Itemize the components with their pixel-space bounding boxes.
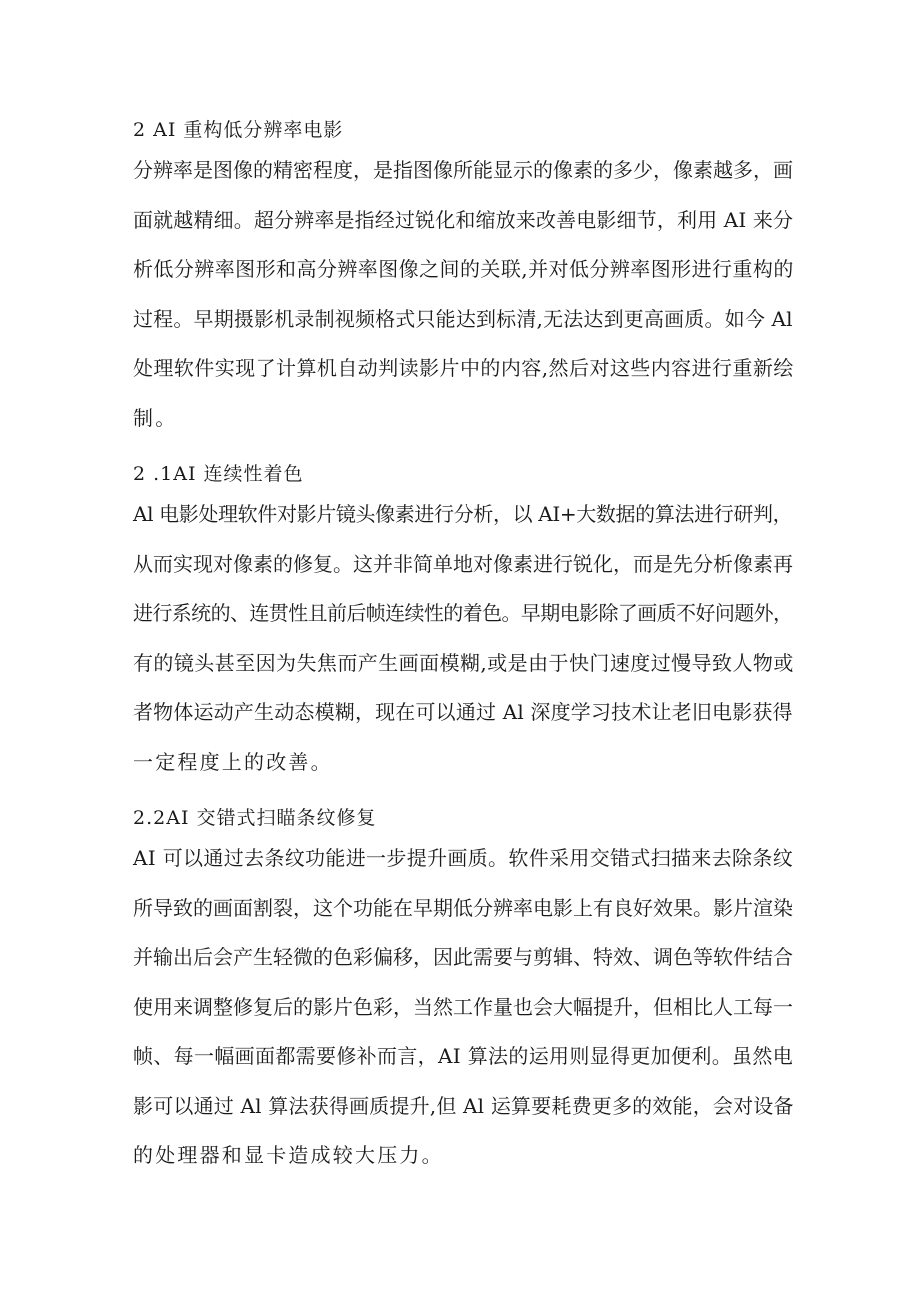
paragraph-line: 面就越精细。超分辨率是指经过锐化和缩放来改善电影细节，利用 AI 来分 (133, 207, 794, 232)
paragraph-line: 并输出后会产生轻微的色彩偏移，因此需要与剪辑、特效、调色等软件结合 (133, 945, 793, 969)
paragraph-line: 一定程度上的改善。 (133, 749, 333, 774)
paragraph-line: 制。 (133, 405, 178, 430)
paragraph-line: 过程。早期摄影机录制视频格式只能达到标清,无法达到更高画质。如今 Al (133, 306, 793, 331)
paragraph-line: Al 电影处理软件对影片镜头像素进行分析，以 AI+大数据的算法进行研判， (133, 502, 793, 526)
paragraph-line: 的处理器和显卡造成较大压力。 (133, 1143, 444, 1167)
paragraph-line: 分辨率是图像的精密程度，是指图像所能显示的像素的多少，像素越多，画 (133, 158, 793, 182)
document-body (133, 112, 793, 1172)
paragraph-line: 析低分辨率图形和高分辨率图像之间的关联,并对低分辨率图形进行重构的 (133, 257, 794, 281)
paragraph-line: 者物体运动产生动态模糊，现在可以通过 Al 深度学习技术让老旧电影获得 (133, 700, 793, 724)
paragraph-line: 进行系统的、连贯性且前后帧连续性的着色。早期电影除了画质不好问题外， (133, 601, 793, 625)
paragraph-line: 从而实现对像素的修复。这并非简单地对像素进行锐化，而是先分析像素再 (133, 551, 793, 576)
section-heading: 2.2AI 交错式扫瞄条纹修复 (133, 807, 377, 829)
paragraph-line: 处理软件实现了计算机自动判读影片中的内容,然后对这些内容进行重新绘 (133, 356, 794, 380)
paragraph-line: 所导致的画面割裂，这个功能在早期低分辨率电影上有良好效果。影片渲染 (133, 895, 793, 920)
paragraph-line: AI 可以通过去条纹功能进一步提升画质。软件采用交错式扫描来去除条纹 (133, 846, 794, 870)
paragraph-line: 帧、每一幅画面都需要修补而言，AI 算法的运用则显得更加便利。虽然电 (133, 1044, 794, 1068)
section-heading: 2 .1AI 连续性着色 (133, 463, 304, 485)
paragraph-line: 有的镜头甚至因为失焦而产生画面模糊,或是由于快门速度过慢导致人物或 (133, 650, 794, 675)
paragraph-line: 使用来调整修复后的影片色彩，当然工作量也会大幅提升，但相比人工每一 (133, 994, 793, 1019)
paragraph-line: 影可以通过 Al 算法获得画质提升,但 Al 运算要耗费更多的效能，会对设备 (133, 1093, 794, 1118)
section-heading: 2 AI 重构低分辨率电影 (133, 119, 344, 141)
